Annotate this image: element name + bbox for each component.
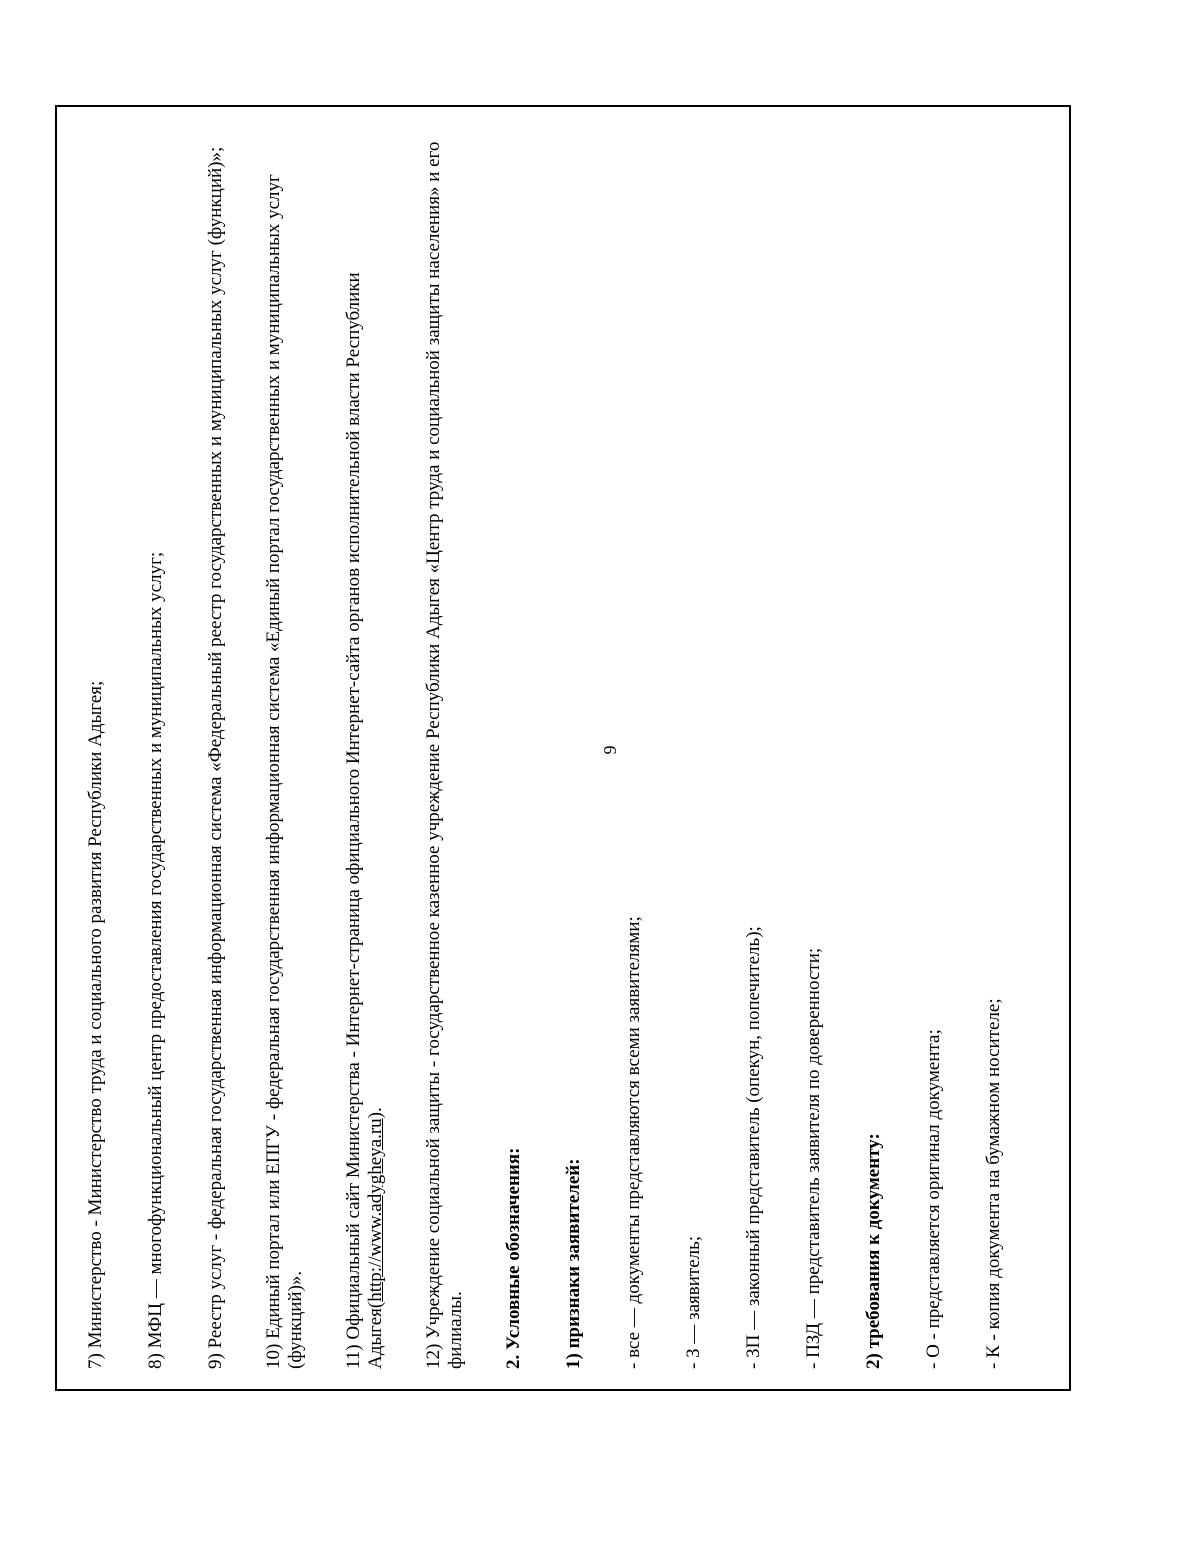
definition-item-7 (85, 129, 107, 1369)
definition-text: МФЦ — многофункциональный центр предоставления государственных и муниципальных услуг; (145, 551, 166, 1349)
definition-item-8 (145, 129, 167, 1369)
applicant-item: - ЗП — законный представитель (опекун, попечитель); (743, 926, 764, 1369)
requirement-item: - О - представляется оригинал документа; (923, 1029, 944, 1369)
definition-number: 9) (205, 1353, 226, 1369)
definition-text: Учреждение социальной защиты - государственное казенное учреждение Республики Адыгея «Центр труда и социальной защиты населения» и его филиалы. (423, 141, 466, 1369)
definition-text: Официальный сайт Министерства - Интернет-страница официального Интернет-сайта органов исполнительной власти Республики Адыгея( (343, 272, 386, 1369)
applicant-item: - ПЗД — представитель заявителя по доверенности; (803, 947, 824, 1369)
definition-item-10 (263, 129, 307, 1369)
definition-number: 8) (145, 1353, 166, 1369)
section-title: 2. Условные обозначения: (503, 1147, 524, 1369)
subsection-title-applicants: 1) признаки заявителей: (563, 1158, 584, 1369)
definition-number: 12) (423, 1343, 444, 1369)
requirement-item: - К - копия документа на бумажном носителе; (983, 998, 1004, 1369)
definition-item-9 (205, 129, 227, 1369)
subsection-title-requirements: 2) требования к документу: (863, 1133, 884, 1369)
definition-number: 7) (85, 1353, 106, 1369)
page-number: 9 (600, 745, 620, 755)
definition-item-11 (343, 129, 387, 1369)
definition-text: Реестр услуг - федеральная государственная информационная система «Федеральный реестр государственных и муниципальных услуг (функций)»; (205, 146, 226, 1349)
definition-text: Министерство - Министерство труда и социального развития Республики Адыгея; (85, 680, 106, 1349)
definition-number: 11) (343, 1344, 364, 1369)
definition-item-12 (423, 129, 467, 1369)
definition-number: 10) (263, 1343, 284, 1369)
applicant-item: - З — заявитель; (683, 1235, 704, 1369)
official-site-link[interactable]: http://www.adygheya.ru (365, 1118, 386, 1302)
definition-text: Единый портал или ЕПГУ - федеральная государственная информационная система «Единый портал государственных и муниципальных услуг (функций)». (263, 174, 306, 1369)
applicant-item: - все — документы представляются всеми заявителями; (623, 916, 644, 1369)
definition-text-end: ). (365, 1107, 386, 1119)
document-frame (55, 105, 1071, 1391)
document-content (85, 129, 1045, 1369)
